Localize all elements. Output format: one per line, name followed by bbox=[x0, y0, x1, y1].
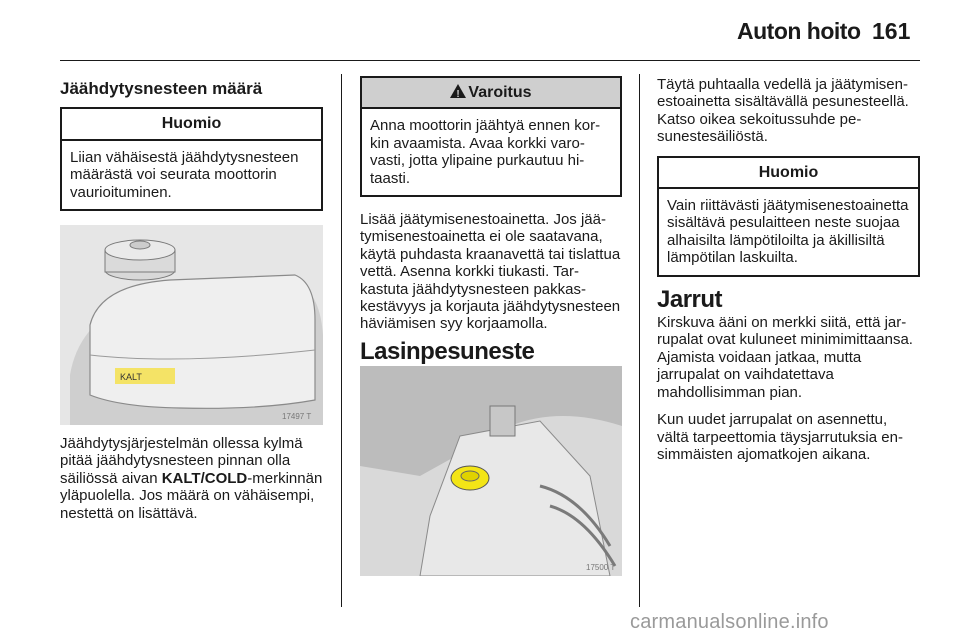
figure-code: 17497 T bbox=[282, 412, 312, 422]
warning-header bbox=[362, 78, 620, 109]
brakes-paragraph-2: Kun uudet jarrupalat on asennettu, vältä tarpeettomia täysjarrutuksia ensimmäisten ajomatkojen aikana. bbox=[657, 411, 903, 463]
column-divider-2 bbox=[639, 74, 640, 607]
warning-text: Anna moottorin jäähtyä ennen korkin avaamista. Avaa korkki varovasti, jotta ylipaine purkautuu hitaasti. bbox=[370, 117, 601, 187]
column-1 bbox=[60, 76, 323, 532]
notice-title: Huomio bbox=[659, 158, 918, 189]
coolant-level-heading: Jäähdytysnesteen määrä bbox=[60, 79, 263, 98]
coolant-paragraph-start: Jäähdytysjärjestelmän ollessa kylmä pitää jäähdytysnesteen pinnan olla säiliössä aivan bbox=[60, 435, 303, 487]
notice-box-coolant bbox=[60, 107, 323, 211]
notice-text: Liian vähäisestä jäähdytysnesteen määrästä voi seurata moottorin vaurioituminen. bbox=[70, 148, 299, 201]
header-rule bbox=[60, 60, 920, 61]
notice-title: Huomio bbox=[62, 109, 321, 140]
coolant-paragraph-end: -merkinnän yläpuolella. Jos määrä on vähäisempi, nestettä on lisättävä. bbox=[60, 469, 323, 522]
washer-fluid-heading: Lasinpesuneste bbox=[360, 337, 535, 365]
header-title: Auton hoito bbox=[737, 18, 861, 44]
brakes-paragraph-1: Kirskuva ääni on merkki siitä, että jarrupalat ovat kuluneet minimimittaansa. Ajamista voidaan jatkaa, mutta jarrupalat on vaihdatettava mahdollisimman pian. bbox=[657, 314, 913, 401]
page-number: 161 bbox=[872, 18, 911, 44]
column-divider-1 bbox=[341, 74, 342, 607]
brakes-heading: Jarrut bbox=[657, 285, 723, 313]
kalt-cold-mark: KALT/COLD bbox=[161, 469, 248, 487]
washer-reservoir-image bbox=[360, 366, 622, 576]
column-3 bbox=[657, 76, 920, 473]
warning-title: Varoitus bbox=[468, 84, 532, 101]
antifreeze-paragraph: Lisää jäätymisenestoainetta. Jos jäätymisenestoainetta ei ole saatavana, käytä puhdasta kraanavettä tai tislattua vettä. Asenna korkki tiukasti. Tarkastuta jäähdytysnesteen pakkaskestävyys ja korjauta jäähdytysnesteen häviämisen syy korjaamolla. bbox=[360, 211, 621, 333]
figure-code: 17500 T bbox=[586, 563, 616, 573]
coolant-paragraph bbox=[60, 435, 323, 522]
coolant-reservoir-image bbox=[60, 225, 323, 425]
washer-fluid-paragraph: Täytä puhtaalla vedellä ja jäätymisenestoainetta sisältävällä pesunesteellä. Katso oikea sekoitussuhde pesunestesäiliöstä. bbox=[657, 76, 909, 146]
notice-text: Vain riittävästi jäätymisenestoainetta sisältävä pesulaitteen neste suojaa alhaisilta lämpötiloilta ja äkillisiltä lämpötilan laskuilta. bbox=[667, 197, 909, 267]
notice-box-washer bbox=[657, 156, 920, 277]
warning-box bbox=[360, 76, 622, 197]
watermark: carmanualsonline.info bbox=[630, 611, 829, 633]
kalt-mark-label: KALT bbox=[120, 372, 142, 383]
warning-icon bbox=[450, 84, 466, 98]
column-2 bbox=[360, 76, 622, 586]
